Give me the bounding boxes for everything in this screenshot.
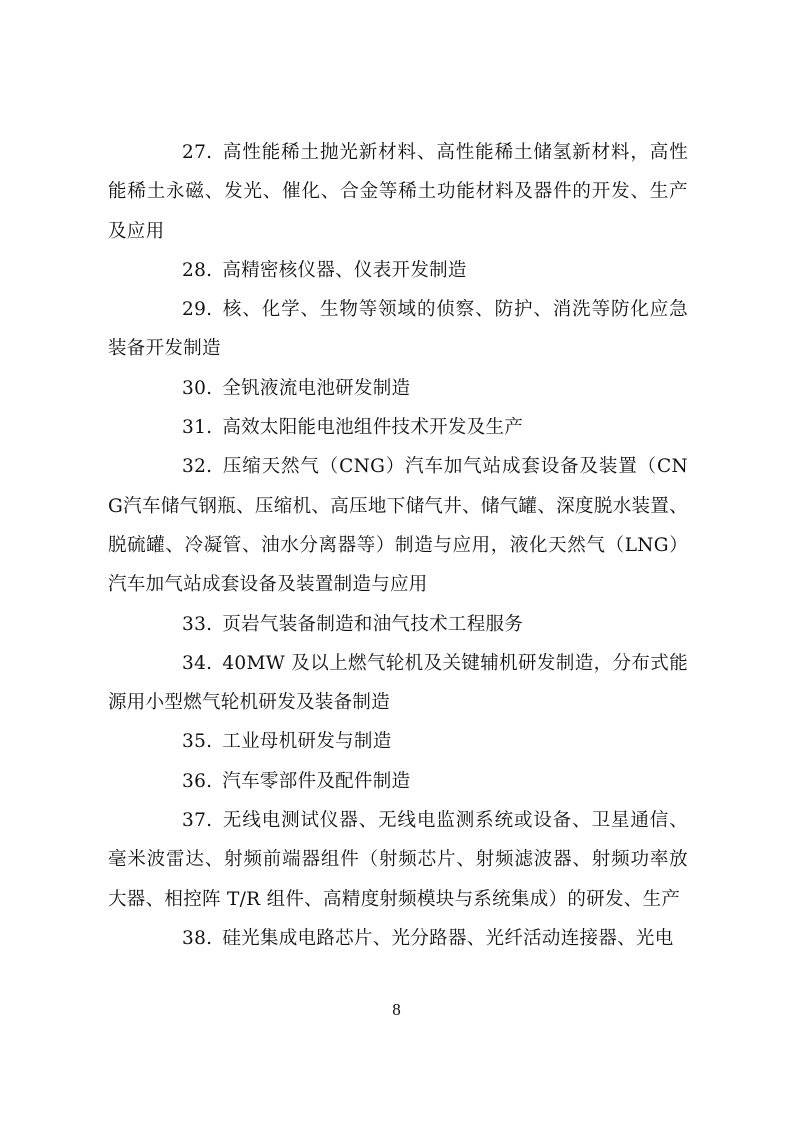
item-text: 页岩气装备制造和油气技术工程服务: [222, 613, 524, 635]
item-text: 核、化学、生物等领域的侦察、防护、消洗等防化应急装备开发制造: [108, 299, 688, 360]
item-text: 高性能稀土抛光新材料、高性能稀土储氢新材料，高性能稀土永磁、发光、催化、合金等稀土功能材料及器件的开发、生产及应用: [108, 142, 688, 242]
item-number: 30.: [182, 377, 213, 399]
item-text: 压缩天然气（CNG）汽车加气站成套设备及装置（CNG汽车储气钢瓶、压缩机、高压地下储气井、储气罐、深度脱水装置、脱硫罐、冷凝管、油水分离器等）制造与应用，液化天然气（LNG）汽车加气站成套设备及装置制造与应用: [108, 456, 688, 596]
item-number: 33.: [182, 613, 213, 635]
list-item: [108, 290, 688, 369]
page-number: 8: [392, 1000, 401, 1019]
item-text: 无线电测试仪器、无线电监测系统或设备、卫星通信、毫米波雷达、射频前端器组件（射频芯片、射频滤波器、射频功率放大器、相控阵 T/R 组件、高精度射频模块与系统集成）的研发、生产: [108, 810, 688, 910]
item-text: 硅光集成电路芯片、光分路器、光纤活动连接器、光电: [222, 927, 674, 949]
list-item: [108, 644, 688, 723]
list-item: [108, 801, 688, 919]
item-text: 高效太阳能电池组件技术开发及生产: [222, 417, 524, 439]
item-number: 29.: [182, 299, 213, 321]
item-number: 36.: [182, 770, 213, 792]
item-number: 34.: [182, 652, 213, 674]
item-text: 汽车零部件及配件制造: [222, 770, 411, 792]
list-item: [108, 919, 688, 958]
item-number: 31.: [182, 417, 213, 439]
list-item: [108, 408, 688, 447]
item-number: 32.: [182, 456, 213, 478]
item-text: 高精密核仪器、仪表开发制造: [222, 259, 467, 281]
list-item: [108, 762, 688, 801]
item-number: 27.: [182, 142, 213, 163]
document-body: [108, 133, 688, 958]
item-number: 35.: [182, 731, 213, 753]
list-item: [108, 133, 688, 251]
list-item: [108, 369, 688, 408]
item-number: 28.: [182, 259, 213, 281]
item-text: 全钒液流电池研发制造: [222, 377, 411, 399]
list-item: [108, 251, 688, 290]
item-number: 37.: [182, 810, 213, 832]
item-text: 工业母机研发与制造: [222, 731, 392, 753]
list-item: [108, 605, 688, 644]
list-item: [108, 447, 688, 604]
item-number: 38.: [182, 927, 213, 949]
list-item: [108, 722, 688, 761]
item-text: 40MW 及以上燃气轮机及关键辅机研发制造，分布式能源用小型燃气轮机研发及装备制造: [108, 652, 688, 714]
